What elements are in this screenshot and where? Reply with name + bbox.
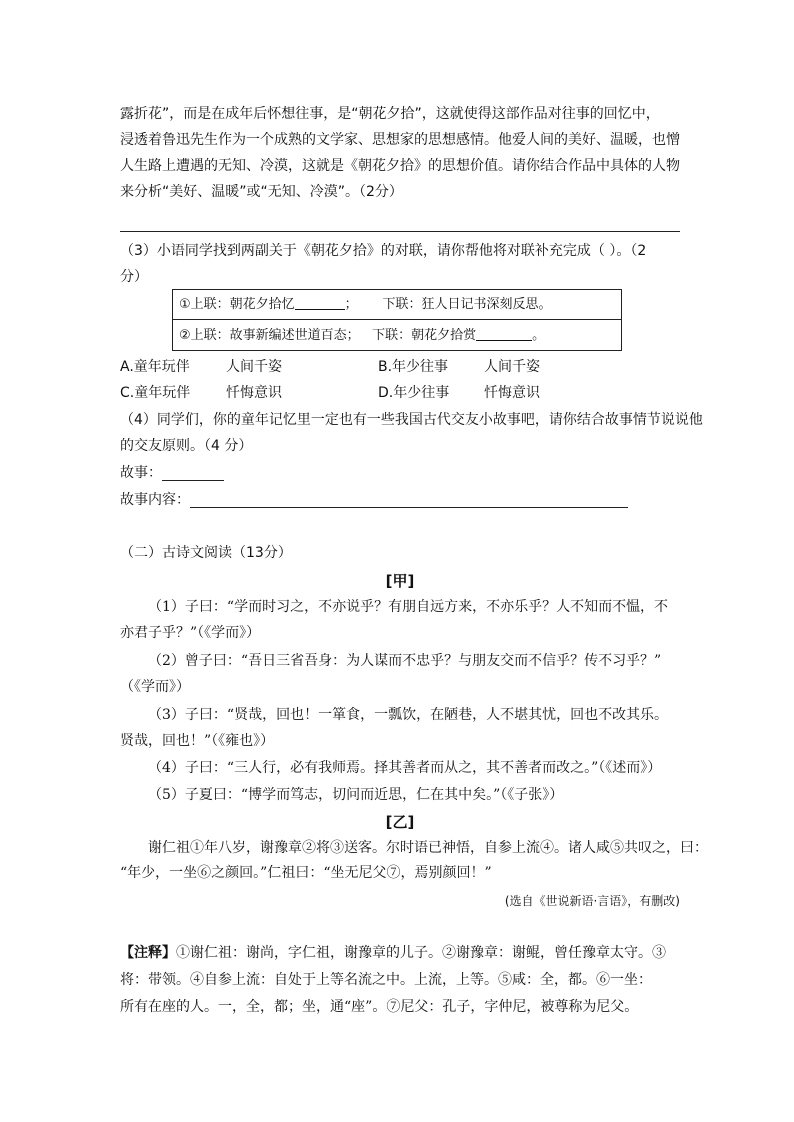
story-answer-line[interactable]	[162, 480, 224, 481]
couplet-2-lower: 下联：朝花夕拾赏	[372, 328, 477, 343]
q4-prompt-line-1: （4）同学们，你的童年记忆里一定也有一些我国古代交友小故事吧，请你结合故事情节说说他	[120, 412, 703, 428]
notes-line-3: 所有在座的人。一，全，都；坐，通“座”。⑦尼父：孔子，字仲尼，被尊称为尼父。	[120, 999, 639, 1015]
option-b-2: 人间千姿	[484, 359, 540, 375]
story-content-label: 故事内容：	[120, 492, 190, 508]
q4-prompt-line-2: 的交友原则。（4 分）	[120, 438, 253, 454]
couplet-1-blank[interactable]	[295, 295, 345, 310]
intro-line-3: 人生路上遭遇的无知、冷漠，这就是《朝花夕拾》的思想价值。请你结合作品中具体的人物	[120, 158, 680, 174]
answer-line[interactable]	[120, 231, 680, 232]
yi-line-2: “年少，一坐⑥之颜回。”仁祖曰：“坐无尼父⑦，焉别颜回！”	[120, 865, 492, 881]
couplet-row-1	[179, 295, 551, 314]
option-a[interactable]: A.童年玩伴	[120, 359, 190, 375]
couplet-2-upper: ②上联：故事新编述世道百态；	[179, 328, 360, 343]
notes-text-1: ①谢仁祖：谢尚，字仁祖，谢豫章的儿子。②谢豫章：谢鲲，曾任豫章太守。③	[176, 945, 666, 961]
intro-line-2: 浸透着鲁迅先生作为一个成熟的文学家、思想家的思想感情。他爱人间的美好、温暖，也憎	[120, 132, 680, 148]
couplet-2-blank[interactable]	[476, 326, 532, 341]
jia-line-7: （4）子曰：“三人行，必有我师焉。择其善者而从之，其不善者而改之。”（《述而》）	[148, 760, 662, 776]
q3-prompt-line-2: 分）	[120, 269, 148, 285]
jia-line-4: （《学而》）	[120, 679, 190, 695]
option-d[interactable]: D.年少往事	[378, 385, 450, 401]
q3-prompt-line-1: （3）小语同学找到两副关于《朝花夕拾》的对联，请你帮他将对联补充完成（ ）。（2	[120, 243, 647, 259]
jia-line-5: （3）子曰：“贤哉，回也！一箪食，一瓢饮，在陋巷，人不堪其忧，回也不改其乐。	[148, 707, 669, 723]
option-b[interactable]: B.年少往事	[378, 359, 449, 375]
couplet-1-upper: ①上联：朝花夕拾忆	[179, 297, 295, 312]
option-c-2: 忏悔意识	[226, 385, 282, 401]
jia-line-2: 亦君子乎？”（《学而》）	[120, 625, 261, 641]
text-yi-heading: [乙]	[385, 813, 415, 831]
notes-label: 【注释】	[120, 945, 176, 961]
notes-line-2: 将：带领。④自参上流：自处于上等名流之中。上流，上等。⑤咸：全，都。⑥一坐：	[120, 972, 652, 988]
table-divider	[173, 319, 621, 320]
jia-line-8: （5）子夏曰：“博学而笃志，切问而近思，仁在其中矣。”（《子张》）	[148, 787, 564, 803]
option-a-2: 人间千姿	[226, 359, 282, 375]
couplet-1-lower: 下联：狂人日记书深刻反思。	[382, 297, 552, 312]
couplet-table	[172, 289, 622, 351]
story-label: 故事：	[120, 465, 162, 481]
notes-line-1	[120, 944, 666, 962]
option-d-2: 忏悔意识	[484, 385, 540, 401]
text-jia-heading: [甲]	[385, 572, 415, 590]
story-content-answer-line[interactable]	[190, 507, 628, 508]
section-2-title: （二）古诗文阅读（13分）	[120, 545, 292, 561]
source-citation: (选自《世说新语·言语》，有删改)	[504, 894, 680, 908]
yi-line-1: 谢仁祖①年八岁，谢豫章②将③送客。尔时语已神悟，自参上流④。诸人咸⑤共叹之，曰：	[148, 840, 708, 856]
intro-line-1: 露折花”，而是在成年后怀想往事，是“朝花夕拾”，这就使得这部作品对往事的回忆中，	[120, 106, 660, 122]
jia-line-3: （2）曾子曰：“吾日三省吾身：为人谋而不忠乎？与朋友交而不信乎？传不习乎？”	[148, 653, 662, 669]
couplet-2-end: 。	[532, 328, 546, 343]
intro-line-4: 来分析“美好、温暖”或“无知、冷漠”。（2分）	[120, 184, 403, 200]
option-c[interactable]: C.童年玩伴	[120, 385, 191, 401]
couplet-row-2	[179, 326, 545, 345]
jia-line-1: （1）子曰：“学而时习之，不亦说乎？有朋自远方来，不亦乐乎？人不知而不愠，不	[148, 599, 669, 615]
jia-line-6: 贤哉，回也！”（《雍也》）	[120, 733, 275, 749]
couplet-1-sep: ；	[344, 297, 358, 312]
